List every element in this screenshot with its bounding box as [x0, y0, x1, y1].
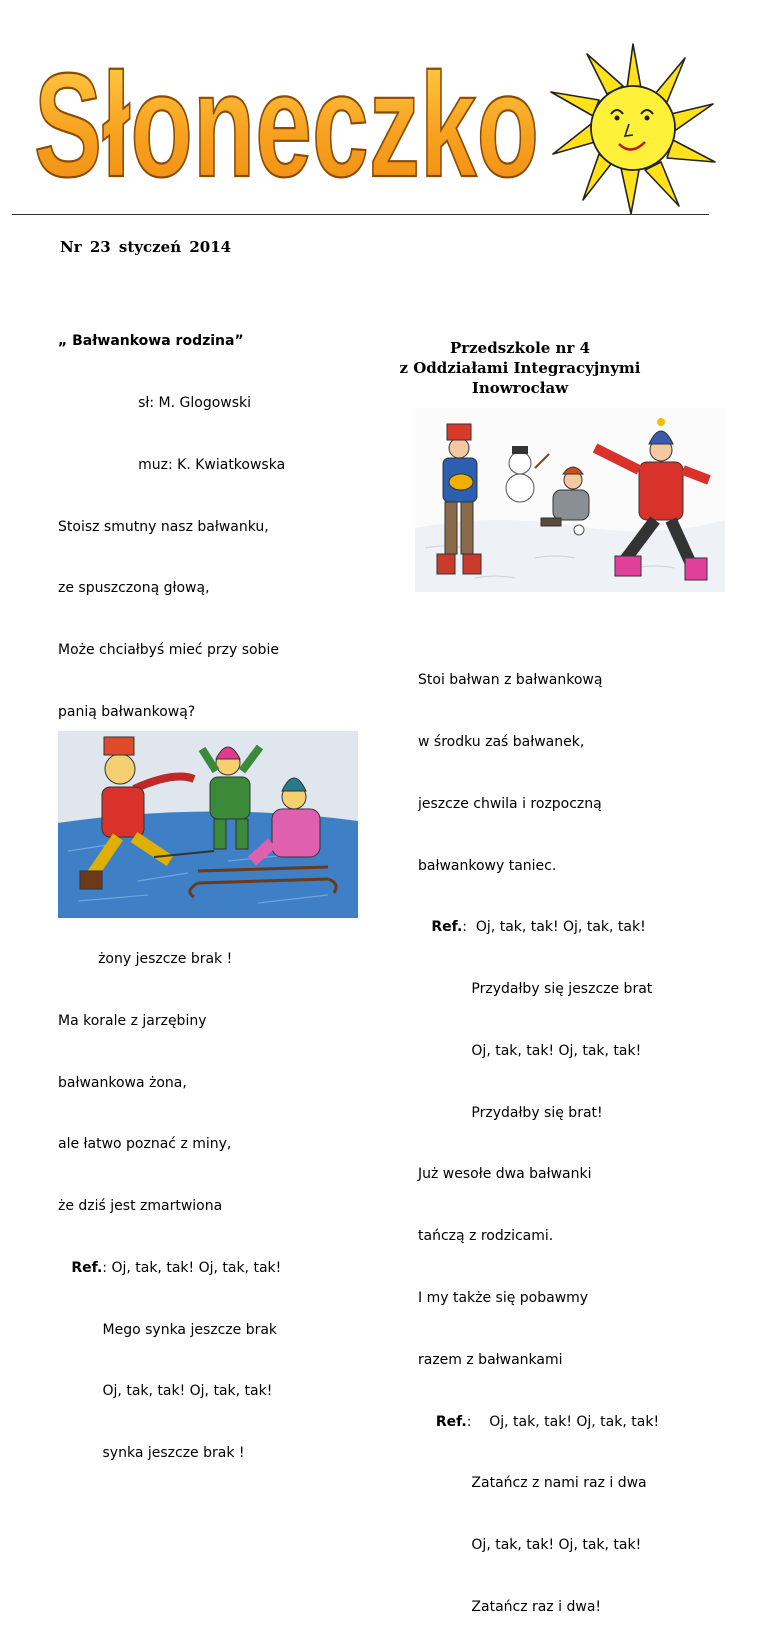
poem-line: Oj, tak, tak! Oj, tak, tak!: [102, 1383, 273, 1400]
newspaper-title-logo: [30, 38, 550, 208]
poem-line: Mego synka jeszcze brak: [102, 1321, 278, 1338]
poem-line: synka jeszcze brak !: [102, 1445, 245, 1462]
school-name-line: Przedszkole nr 4: [449, 339, 591, 357]
poem-line: Zatańcz raz i dwa!: [471, 1598, 602, 1615]
masthead: [0, 0, 768, 220]
poem-line: Może chciałbyś mieć przy sobie: [58, 642, 279, 659]
issue-number-date: Nr 23 styczeń 2014: [60, 238, 232, 256]
poem-line: sł: M. Glogowski: [138, 394, 252, 411]
poem-line: jeszcze chwila i rozpoczną: [418, 795, 602, 812]
poem-refrain-line: Ref.: Oj, tak, tak! Oj, tak, tak!: [435, 1413, 660, 1430]
poem-line: Ma korale z jarzębiny: [58, 1012, 207, 1029]
sledding-children-illustration: [58, 731, 358, 918]
school-name-block: [370, 338, 670, 398]
snowball-fight-illustration: [415, 408, 725, 592]
poem-line: Oj, tak, tak! Oj, tak, tak!: [471, 1537, 642, 1554]
poem-line: Stoi bałwan z bałwankową: [418, 672, 603, 689]
poem-line: Przydałby się brat!: [471, 1104, 603, 1121]
poem-line: ale łatwo poznać z miny,: [58, 1136, 232, 1153]
poem-line: Stoisz smutny nasz bałwanku,: [58, 518, 269, 535]
poem-line: Już wesołe dwa bałwanki: [418, 1166, 592, 1183]
poem-refrain-line: Ref.: Oj, tak, tak! Oj, tak, tak!: [431, 919, 646, 936]
poem-line: bałwankowy taniec.: [418, 857, 557, 874]
school-city-line: Inowrocław: [471, 379, 569, 397]
poem-line: „ Bałwankowa rodzina”: [58, 333, 244, 350]
poem-line: tańczą z rodzicami.: [418, 1228, 554, 1245]
header-divider: [12, 214, 709, 215]
poem-line: w środku zaś bałwanek,: [418, 733, 585, 750]
poem-refrain-line: Ref.: Oj, tak, tak! Oj, tak, tak!: [71, 1259, 282, 1276]
poem-line: muz: K. Kwiatkowska: [138, 456, 286, 473]
poem-line: bałwankowa żona,: [58, 1074, 187, 1091]
sun-mascot-icon: [548, 42, 718, 214]
poem-line: że dziś jest zmartwiona: [58, 1198, 223, 1215]
poem-second-part: [418, 629, 659, 1638]
poem-line: razem z bałwankami: [418, 1351, 563, 1368]
svg-text:Słoneczko: Słoneczko: [34, 43, 539, 208]
poem-line: żony jeszcze brak !: [98, 951, 233, 967]
poem-line: I my także się pobawmy: [418, 1290, 589, 1306]
poem-line: Przydałby się jeszcze brat: [471, 981, 653, 998]
school-name-line: z Oddziałami Integracyjnymi: [399, 359, 641, 377]
poem-line: ze spuszczoną głową,: [58, 580, 210, 597]
poem-line: panią bałwankową?: [58, 703, 196, 720]
poem-line: Oj, tak, tak! Oj, tak, tak!: [471, 1042, 642, 1059]
poem-line: Zatańcz z nami raz i dwa: [471, 1475, 647, 1492]
